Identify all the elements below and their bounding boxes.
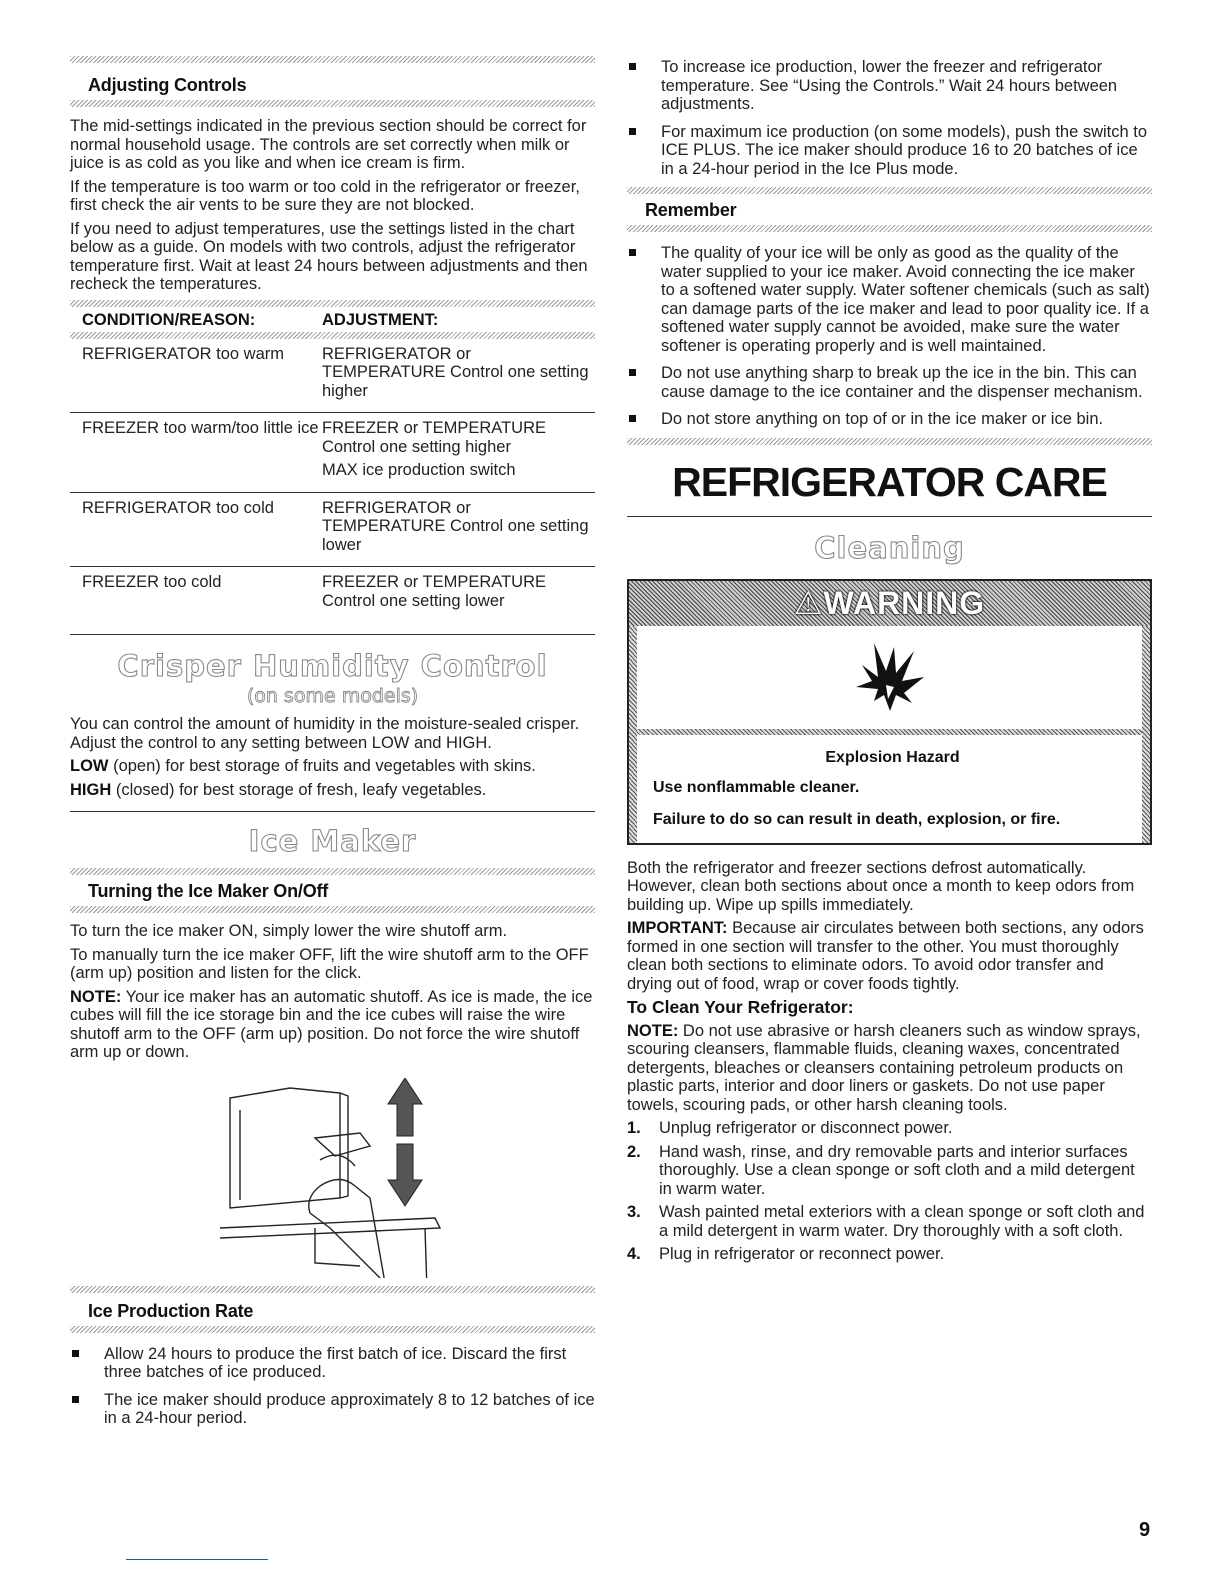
list-item (627, 410, 1152, 429)
crisper-intro: You can control the amount of humidity in the moisture-sealed crisper. Adjust the control to any setting between LOW and HIGH. (70, 715, 580, 752)
hatch-divider (627, 438, 1152, 445)
step-number: 3. (627, 1203, 641, 1221)
low-text: (open) for best storage of fruits and vegetables with skins. (108, 757, 536, 775)
step-number: 2. (627, 1142, 641, 1161)
warning-box (627, 579, 1152, 845)
cleaning-note (627, 1022, 1152, 1115)
hazard-instruction: Use nonflammable cleaner. (653, 778, 860, 796)
ice-maker-on-paragraph: To turn the ice maker ON, simply lower the wire shutoff arm. (70, 922, 508, 940)
left-column (70, 56, 595, 1437)
adjustment-table-header (70, 307, 595, 332)
ice-maker-section-title: Ice Maker (248, 824, 417, 858)
table-cell-condition: REFRIGERATOR too cold (82, 498, 274, 517)
refrigerator-care-title: REFRIGERATOR CARE (672, 458, 1107, 505)
table-cell-condition: REFRIGERATOR too warm (82, 344, 285, 363)
hatch-divider (70, 1326, 595, 1333)
list-item (627, 58, 1152, 114)
hatch-divider (627, 187, 1152, 194)
explosion-hazard-icon (850, 637, 930, 717)
list-item (627, 1245, 1152, 1264)
step-text: Plug in refrigerator or reconnect power. (659, 1245, 945, 1263)
step-text: Wash painted metal exteriors with a clean sponge or soft cloth and a mild detergent in warm water. Dry thoroughly with a soft cloth. (659, 1203, 1145, 1240)
ice-maker-note (70, 988, 595, 1062)
table-cell-adjustment: FREEZER or TEMPERATURE Control one setting lower (322, 573, 546, 610)
list-item-text: Do not use anything sharp to break up the ice in the bin. This can cause damage to the ice container and the dispenser mechanism. (661, 364, 1143, 401)
important-text: Because air circulates between both sections, any odors formed in one section will transfer to the other. You must thoroughly clean both sections to eliminate odors. To avoid odor transfer and drying out of food, wrap or cover foods tightly. (627, 919, 1144, 993)
crisper-section-title: Crisper Humidity Control (117, 649, 548, 683)
list-item (627, 123, 1152, 179)
explosion-icon-area (637, 626, 1142, 735)
warning-frame (629, 626, 1150, 843)
list-item-text: The quality of your ice will be only as good as the quality of the water supplied to your ice maker. Avoid connecting the ice maker to a softened water supply. Water softener chemicals (such as salt) can damage parts of the ice maker and lead to poor quality ice. If a softened water supply cannot be avoided, make sure the water softener is operating properly and is well maintained. (661, 244, 1150, 355)
crisper-low (70, 757, 595, 776)
hatch-divider (627, 225, 1152, 232)
list-item-text: Do not store anything on top of or in the ice maker or ice bin. (661, 410, 1104, 428)
ice-production-rate-heading: Ice Production Rate (88, 1300, 254, 1321)
bullet-square-icon (629, 249, 636, 256)
hatch-divider (70, 906, 595, 913)
remember-bullet-list (627, 244, 1152, 429)
hatch-divider (70, 300, 595, 307)
up-down-arrow-icon (388, 1078, 422, 1206)
page-number: 9 (1139, 1519, 1151, 1541)
bullet-square-icon (72, 1396, 79, 1403)
hazard-title: Explosion Hazard (825, 748, 960, 766)
adjusting-paragraph: The mid-settings indicated in the previous section should be correct for normal household usage. The controls are set correctly when milk or juice is as cold as you like and when ice cream is firm. (70, 117, 587, 172)
table-row (70, 339, 595, 414)
note-text: Your ice maker has an automatic shutoff. As ice is made, the ice cubes will fill the ice storage bin and the ice cubes will raise the wire shutoff arm to the OFF (arm up) position. Do not force the wire shutoff arm up or down. (70, 987, 593, 1061)
bullet-square-icon (629, 415, 636, 422)
list-item (70, 1345, 595, 1382)
hatch-divider (70, 868, 595, 875)
note-text: Do not use abrasive or harsh cleaners such as window sprays, scouring cleansers, flammable fluids, cleaning waxes, concentrated detergents, bleaches or cleansers containing petroleum products on plastic parts, interior and door liners or gaskets. Do not use paper towels, scouring pads, or other harsh cleaning tools. (627, 1021, 1141, 1114)
hatch-divider (70, 332, 595, 339)
ice-maker-illustration (220, 1078, 450, 1278)
table-cell-adjustment: REFRIGERATOR or TEMPERATURE Control one setting higher (322, 344, 589, 400)
clean-refrigerator-heading: To Clean Your Refrigerator: (627, 997, 854, 1017)
list-item (627, 1119, 1152, 1138)
adjustment-text: FREEZER or TEMPERATURE Control one setting higher (322, 419, 546, 456)
right-column (627, 58, 1152, 1269)
cleaning-important (627, 919, 1152, 993)
cleaning-intro: Both the refrigerator and freezer sections defrost automatically. However, clean both sections about once a month to keep odors from building up. Wipe up spills immediately. (627, 858, 1135, 914)
bullet-square-icon (629, 63, 636, 70)
bullet-square-icon (629, 369, 636, 376)
list-item-text: To increase ice production, lower the freezer and refrigerator temperature. See “Using the Controls.” Wait 24 hours between adjustments. (661, 58, 1118, 113)
note-label: NOTE: (627, 1021, 679, 1040)
table-cell-adjustment: REFRIGERATOR or TEMPERATURE Control one setting lower (322, 498, 589, 554)
table-header-condition: CONDITION/REASON: (82, 310, 256, 329)
adjustment-extra: MAX ice production switch (322, 461, 516, 479)
bullet-square-icon (72, 1350, 79, 1357)
low-label: LOW (70, 757, 109, 775)
table-row (70, 413, 595, 493)
cleaning-section-title: Cleaning (814, 530, 965, 565)
list-item (627, 1143, 1152, 1199)
step-text: Hand wash, rinse, and dry removable parts and interior surfaces thoroughly. Use a clean sponge or soft cloth and a mild detergent in warm water. (659, 1142, 1135, 1198)
list-item (627, 1203, 1152, 1240)
hazard-consequence: Failure to do so can result in death, explosion, or fire. (653, 810, 1061, 828)
remember-heading: Remember (645, 200, 737, 220)
table-cell-adjustment (322, 419, 592, 480)
hatch-divider (70, 100, 595, 107)
list-item-text: The ice maker should produce approximately 8 to 12 batches of ice in a 24-hour period. (104, 1390, 595, 1427)
step-number: 1. (627, 1119, 641, 1137)
table-row (70, 567, 595, 635)
table-row (70, 493, 595, 568)
ice-maker-onoff-heading: Turning the Ice Maker On/Off (88, 881, 329, 901)
high-text: (closed) for best storage of fresh, leafy vegetables. (111, 780, 487, 799)
warning-banner (629, 581, 1150, 626)
list-item-text: For maximum ice production (on some models), push the switch to ICE PLUS. The ice maker should produce 16 to 20 batches of ice in a 24-hour period in the Ice Plus mode. (661, 122, 1148, 178)
footer-rule (126, 1559, 268, 1560)
rate-bullet-list-continued (627, 58, 1152, 178)
table-cell-condition: FREEZER too warm/too little ice (82, 419, 319, 437)
list-item (70, 1391, 595, 1428)
list-item (627, 364, 1152, 401)
table-cell-condition: FREEZER too cold (82, 573, 222, 591)
step-number: 4. (627, 1245, 641, 1263)
list-item (627, 244, 1152, 355)
warning-text (637, 735, 1142, 843)
hatch-divider (70, 1286, 595, 1293)
hatch-divider (70, 56, 595, 63)
note-label: NOTE: (70, 987, 122, 1006)
adjusting-paragraph: If the temperature is too warm or too cold in the refrigerator or freezer, first check the air vents to be sure they are not blocked. (70, 177, 580, 214)
high-label: HIGH (70, 780, 112, 799)
table-header-adjustment: ADJUSTMENT: (322, 310, 439, 329)
warning-label: ⚠WARNING (793, 585, 986, 621)
list-item-text: Allow 24 hours to produce the first batch of ice. Discard the first three batches of ice produced. (104, 1344, 567, 1381)
important-label: IMPORTANT: (627, 919, 728, 937)
rate-bullet-list (70, 1345, 595, 1428)
ice-maker-off-paragraph: To manually turn the ice maker OFF, lift the wire shutoff arm to the OFF (arm up) position and listen for the click. (70, 945, 589, 982)
cleaning-steps (627, 1119, 1152, 1264)
crisper-section-subtitle: (on some models) (246, 685, 419, 707)
adjusting-paragraph: If you need to adjust temperatures, use the settings listed in the chart below as a guide. On models with two controls, adjust the refrigerator temperature first. Wait at least 24 hours between adjustments and then recheck the temperatures. (70, 219, 588, 293)
step-text: Unplug refrigerator or disconnect power. (659, 1119, 953, 1137)
crisper-high (70, 781, 595, 800)
bullet-square-icon (629, 128, 636, 135)
adjusting-controls-heading: Adjusting Controls (88, 75, 247, 95)
